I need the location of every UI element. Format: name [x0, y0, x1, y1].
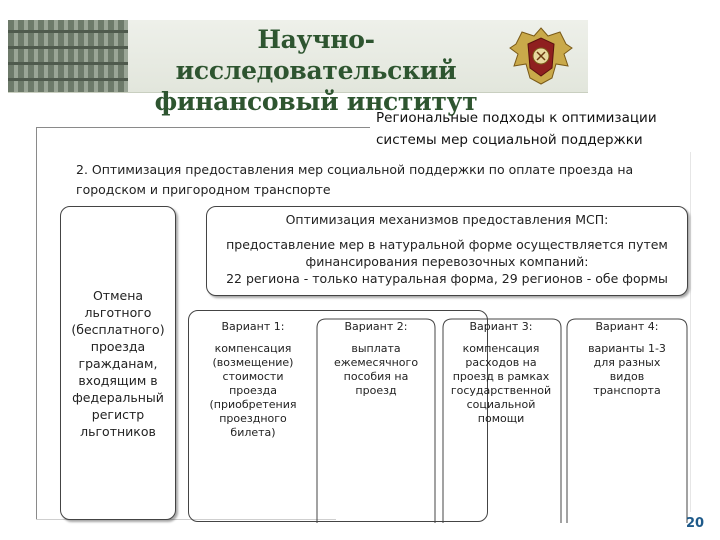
section-subtitle	[76, 160, 676, 200]
cancel-free-travel-box	[60, 206, 176, 520]
frame-divider-left	[36, 127, 37, 520]
optimization-body-line2: финансирования перевозочных компаний:	[305, 254, 589, 269]
variant-3-line: расходов на	[465, 356, 537, 369]
variant-1-line: (приобретения	[209, 398, 297, 411]
left-box-line: (бесплатного)	[71, 321, 165, 337]
variant-2-line: выплата	[351, 342, 401, 355]
slide-title	[376, 107, 696, 151]
variant-2-line: проезд	[355, 384, 397, 397]
optimization-mechanisms-box	[206, 206, 688, 296]
variant-3-line: компенсация	[462, 342, 540, 355]
section-subtitle-line1: 2. Оптимизация предоставления мер социальной поддержки по оплате проезда на	[76, 162, 634, 177]
variant-1-line: компенсация	[214, 342, 292, 355]
institute-title-line2: финансовый институт	[154, 87, 478, 116]
optimization-heading: Оптимизация механизмов предоставления МСП:	[285, 212, 609, 227]
variant-4-heading: Вариант 4:	[595, 320, 659, 333]
optimization-body-line3: 22 региона - только натуральная форма, 29 регионов - обе формы	[226, 271, 668, 286]
variant-1-line: проезда	[229, 384, 277, 397]
variant-1-box	[200, 318, 306, 442]
variant-4-line: варианты 1-3	[588, 342, 666, 355]
left-box-line: входящим в	[78, 372, 158, 388]
variant-1-heading: Вариант 1:	[221, 320, 285, 333]
variant-1-line: билета)	[230, 426, 276, 439]
frame-divider-top	[36, 127, 370, 128]
section-subtitle-line2: городском и пригородном транспорте	[76, 182, 331, 197]
optimization-body-line1: предоставление мер в натуральной форме осуществляется путем	[226, 237, 668, 252]
left-box-line: проезда	[90, 338, 146, 354]
variant-1-line: стоимости	[222, 370, 284, 383]
variant-4-line: для разных	[593, 356, 661, 369]
variant-2-heading: Вариант 2:	[344, 320, 408, 333]
left-box-line: гражданам,	[78, 355, 158, 371]
variant-4-line: транспорта	[593, 384, 661, 397]
variant-3-frame	[442, 318, 562, 524]
variant-4-line: видов	[609, 370, 645, 383]
left-box-line: федеральный	[72, 389, 164, 405]
double-headed-eagle-emblem-icon	[508, 24, 574, 88]
variant-2-line: ежемесячного	[333, 356, 419, 369]
variant-3-line: социальной	[466, 398, 536, 411]
optimization-body	[212, 236, 682, 287]
variant-3-line: государственной	[450, 384, 552, 397]
frame-divider-right	[690, 152, 691, 512]
variant-3-line: помощи	[477, 412, 525, 425]
building-photo	[8, 20, 128, 92]
left-box-line: Отмена	[92, 287, 144, 303]
variant-1-line: (возмещение)	[212, 356, 294, 369]
institute-title	[146, 24, 486, 117]
slide-title-line2: системы мер социальной поддержки	[376, 132, 643, 148]
left-box-line: регистр	[91, 406, 145, 422]
variant-3-heading: Вариант 3:	[469, 320, 533, 333]
variant-3-line: проезд в рамках	[452, 370, 550, 383]
variant-2-line: пособия на	[343, 370, 409, 383]
header-banner	[8, 20, 588, 116]
variant-2-frame	[316, 318, 436, 524]
left-box-line: льготного	[84, 304, 152, 320]
slide-title-line1: Региональные подходы к оптимизации	[376, 110, 657, 126]
institute-title-line1: Научно-исследовательский	[175, 25, 457, 85]
page-number: 20	[686, 516, 705, 531]
variant-4-frame	[566, 318, 688, 524]
left-box-line: льготников	[80, 423, 156, 439]
variant-1-line: проездного	[219, 412, 287, 425]
